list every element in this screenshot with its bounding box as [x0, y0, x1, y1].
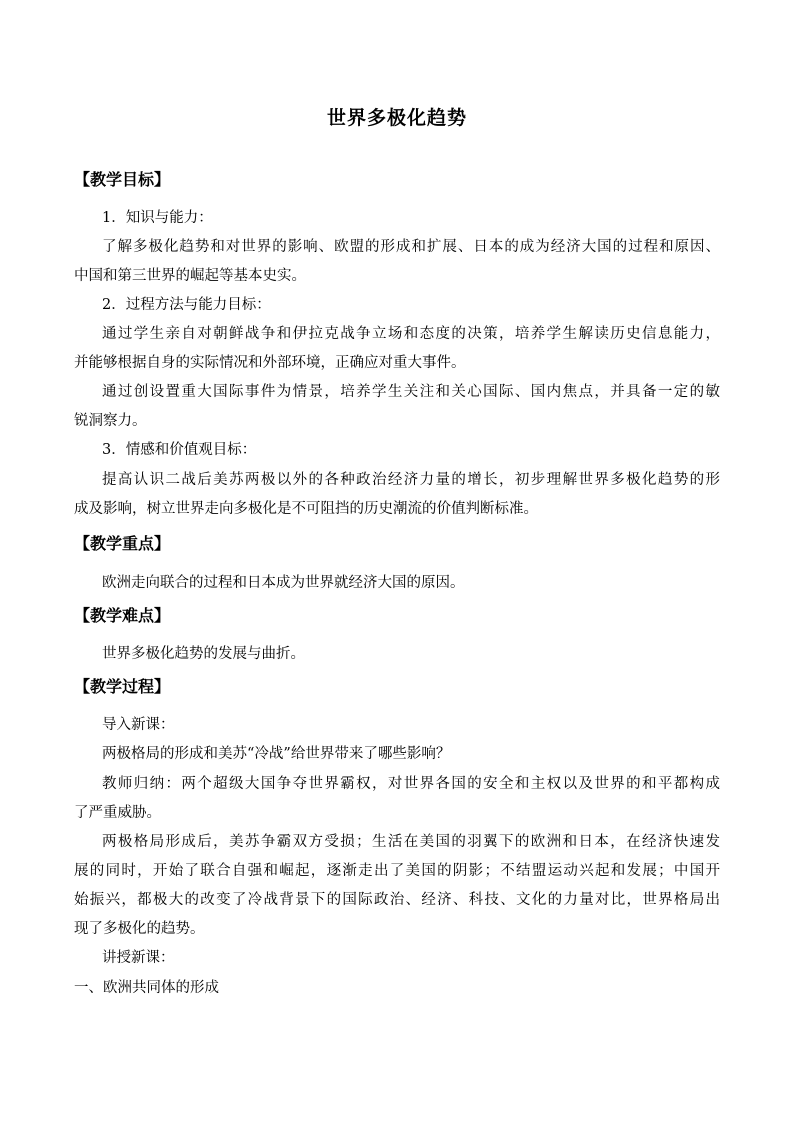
heading-difficulties: 【教学难点】 [74, 606, 171, 625]
goal-1-label: 1．知识与能力： [102, 210, 213, 226]
goal-2-paragraph-line: 通过学生亲自对朝鲜战争和伊拉克战争立场和态度的决策，培养学生解读历史信息能力， [102, 326, 720, 342]
document-title: 世界多极化趋势 [326, 107, 467, 129]
goal-1-text-line: 中国和第三世界的崛起等基本史实。 [74, 268, 306, 284]
teacher-summary-line: 了严重威胁。 [74, 805, 161, 821]
key-points-text: 欧洲走向联合的过程和日本成为世界就经济大国的原因。 [102, 575, 465, 591]
goal-2-paragraph-line: 通过创设置重大国际事件为情景，培养学生关注和关心国际、国内焦点，并具备一定的敏 [102, 384, 720, 400]
heading-teaching-process: 【教学过程】 [74, 677, 171, 696]
difficulties-text: 世界多极化趋势的发展与曲折。 [102, 646, 305, 662]
goal-3-text-line: 提高认识二战后美苏两极以外的各种政治经济力量的增长，初步理解世界多极化趋势的形 [102, 472, 720, 488]
goal-3-label: 3．情感和价值观目标： [102, 442, 257, 458]
process-paragraph-line: 现了多极化的趋势。 [74, 921, 205, 937]
goal-2-label: 2．过程方法与能力目标： [102, 297, 271, 313]
intro-label: 导入新课： [102, 717, 175, 733]
goal-2-paragraph-line: 锐洞察力。 [74, 413, 147, 429]
teacher-summary-line: 教师归纳：两个超级大国争夺世界霸权，对世界各国的安全和主权以及世界的和平都构成 [102, 776, 720, 792]
lecture-label: 讲授新课： [102, 950, 175, 966]
process-paragraph-line: 始振兴，都极大的改变了冷战背景下的国际政治、经济、科技、文化的力量对比，世界格局出 [74, 892, 720, 908]
goal-2-paragraph-line: 并能够根据自身的实际情况和外部环境，正确应对重大事件。 [74, 355, 466, 371]
heading-teaching-goals: 【教学目标】 [74, 170, 171, 189]
heading-key-points: 【教学重点】 [74, 534, 171, 553]
subsection-heading: 一、欧洲共同体的形成 [74, 980, 219, 996]
goal-3-text-line: 成及影响，树立世界走向多极化是不可阻挡的历史潮流的价值判断标准。 [74, 501, 538, 517]
goal-1-text-line: 了解多极化趋势和对世界的影响、欧盟的形成和扩展、日本的成为经济大国的过程和原因、 [102, 239, 720, 255]
intro-question: 两极格局的形成和美苏“冷战”给世界带来了哪些影响？ [102, 746, 451, 762]
process-paragraph-line: 两极格局形成后，美苏争霸双方受损；生活在美国的羽翼下的欧洲和日本，在经济快速发 [102, 834, 720, 850]
process-paragraph-line: 展的同时，开始了联合自强和崛起，逐渐走出了美国的阴影；不结盟运动兴起和发展；中国开 [74, 863, 720, 879]
